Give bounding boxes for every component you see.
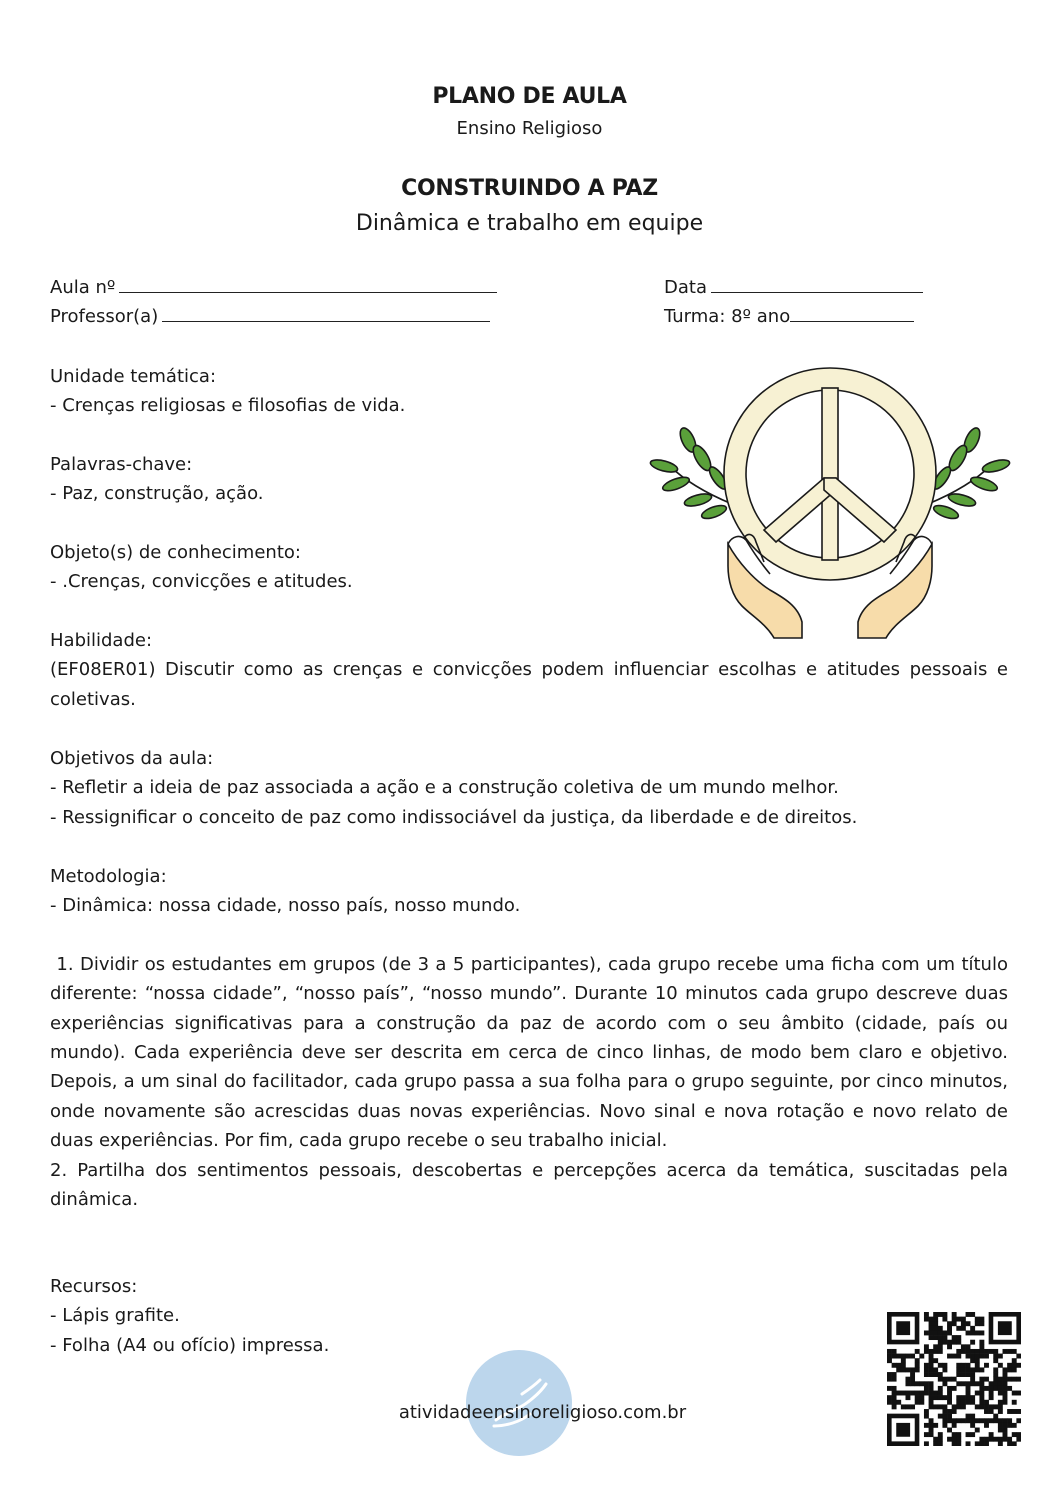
theme-title: CONSTRUINDO A PAZ	[401, 176, 658, 201]
class-label: Turma: 8º ano	[664, 306, 791, 327]
objectives-heading: Objetivos da aula:	[50, 748, 214, 769]
teacher-line[interactable]	[162, 305, 490, 322]
objective-item: - Ressignificar o conceito de paz como indissociável da justiça, da liberdade e de direitos.	[50, 806, 858, 828]
keywords-line: - Paz, construção, ação.	[50, 483, 264, 505]
resources-heading: Recursos:	[50, 1276, 138, 1297]
resource-item: - Folha (A4 ou ofício) impressa.	[50, 1334, 330, 1356]
skill-heading: Habilidade:	[50, 630, 153, 651]
date-label: Data	[664, 277, 707, 298]
lesson-number-label: Aula nº	[50, 277, 116, 298]
resource-item: - Lápis grafite.	[50, 1305, 180, 1327]
class-line[interactable]	[790, 305, 914, 322]
page-title: PLANO DE AULA	[432, 84, 627, 109]
right-olive-branch-icon	[928, 426, 1011, 521]
objects-heading: Objeto(s) de conhecimento:	[50, 542, 301, 563]
qr-code-icon	[887, 1312, 1021, 1446]
teacher-label: Professor(a)	[50, 306, 159, 327]
lesson-number-field[interactable]	[50, 276, 497, 298]
methodology-section	[50, 862, 1014, 1214]
skill-text: (EF08ER01) Discutir como as crenças e convicções podem influenciar escolhas e atitudes pessoais e coletivas.	[50, 659, 1008, 710]
unit-section	[50, 362, 610, 421]
spacer	[50, 921, 1008, 950]
objects-section	[50, 538, 610, 597]
keywords-section	[50, 450, 610, 509]
lesson-number-line[interactable]	[119, 276, 497, 293]
unit-heading: Unidade temática:	[50, 366, 217, 387]
date-line[interactable]	[711, 276, 923, 293]
subject: Ensino Religioso	[456, 118, 603, 139]
left-olive-branch-icon	[649, 426, 732, 521]
teacher-field[interactable]	[50, 305, 490, 327]
peace-hands-illustration	[648, 366, 1012, 642]
objects-line: - .Crenças, convicções e atitudes.	[50, 571, 353, 593]
peace-symbol-icon	[724, 368, 936, 580]
unit-line: - Crenças religiosas e filosofias de vida.	[50, 395, 406, 417]
objectives-section	[50, 744, 1008, 832]
skill-section	[50, 626, 1008, 714]
date-field[interactable]	[664, 276, 923, 298]
resources-section	[50, 1272, 650, 1360]
theme-subtitle: Dinâmica e trabalho em equipe	[355, 211, 704, 236]
keywords-heading: Palavras-chave:	[50, 454, 193, 475]
class-field[interactable]	[664, 305, 914, 327]
objective-item: - Refletir a ideia de paz associada a ação e a construção coletiva de um mundo melhor.	[50, 777, 839, 799]
methodology-step-2: 2. Partilha dos sentimentos pessoais, descobertas e percepções acerca da temática, suscitadas pela dinâmica.	[50, 1159, 1008, 1211]
methodology-step-1: 1. Dividir os estudantes em grupos (de 3 a 5 participantes), cada grupo recebe uma ficha com um título diferente: “nossa cidade”, “nosso país”, “nosso mundo”. Durante 10 minutos cada grupo descreve duas experiências significativas para a construção da paz de acordo com o seu âmbito (cidade, país ou mundo). Cada experiência deve ser descrita em cerca de cinco linhas, de modo bem claro e objetivo. Depois, a um sinal do facilitador, cada grupo passa a sua folha para o grupo seguinte, por cinco minutos, onde novamente são acrescidas duas novas experiências. Novo sinal e nova rotação e novo relato de duas experiências. Por fim, cada grupo recebe o seu trabalho inicial.	[50, 953, 1014, 1152]
site-url-link[interactable]: atividadeensinoreligioso.com.br	[398, 1402, 687, 1423]
methodology-heading: Metodologia:	[50, 866, 167, 887]
methodology-line: - Dinâmica: nossa cidade, nosso país, nosso mundo.	[50, 895, 521, 917]
